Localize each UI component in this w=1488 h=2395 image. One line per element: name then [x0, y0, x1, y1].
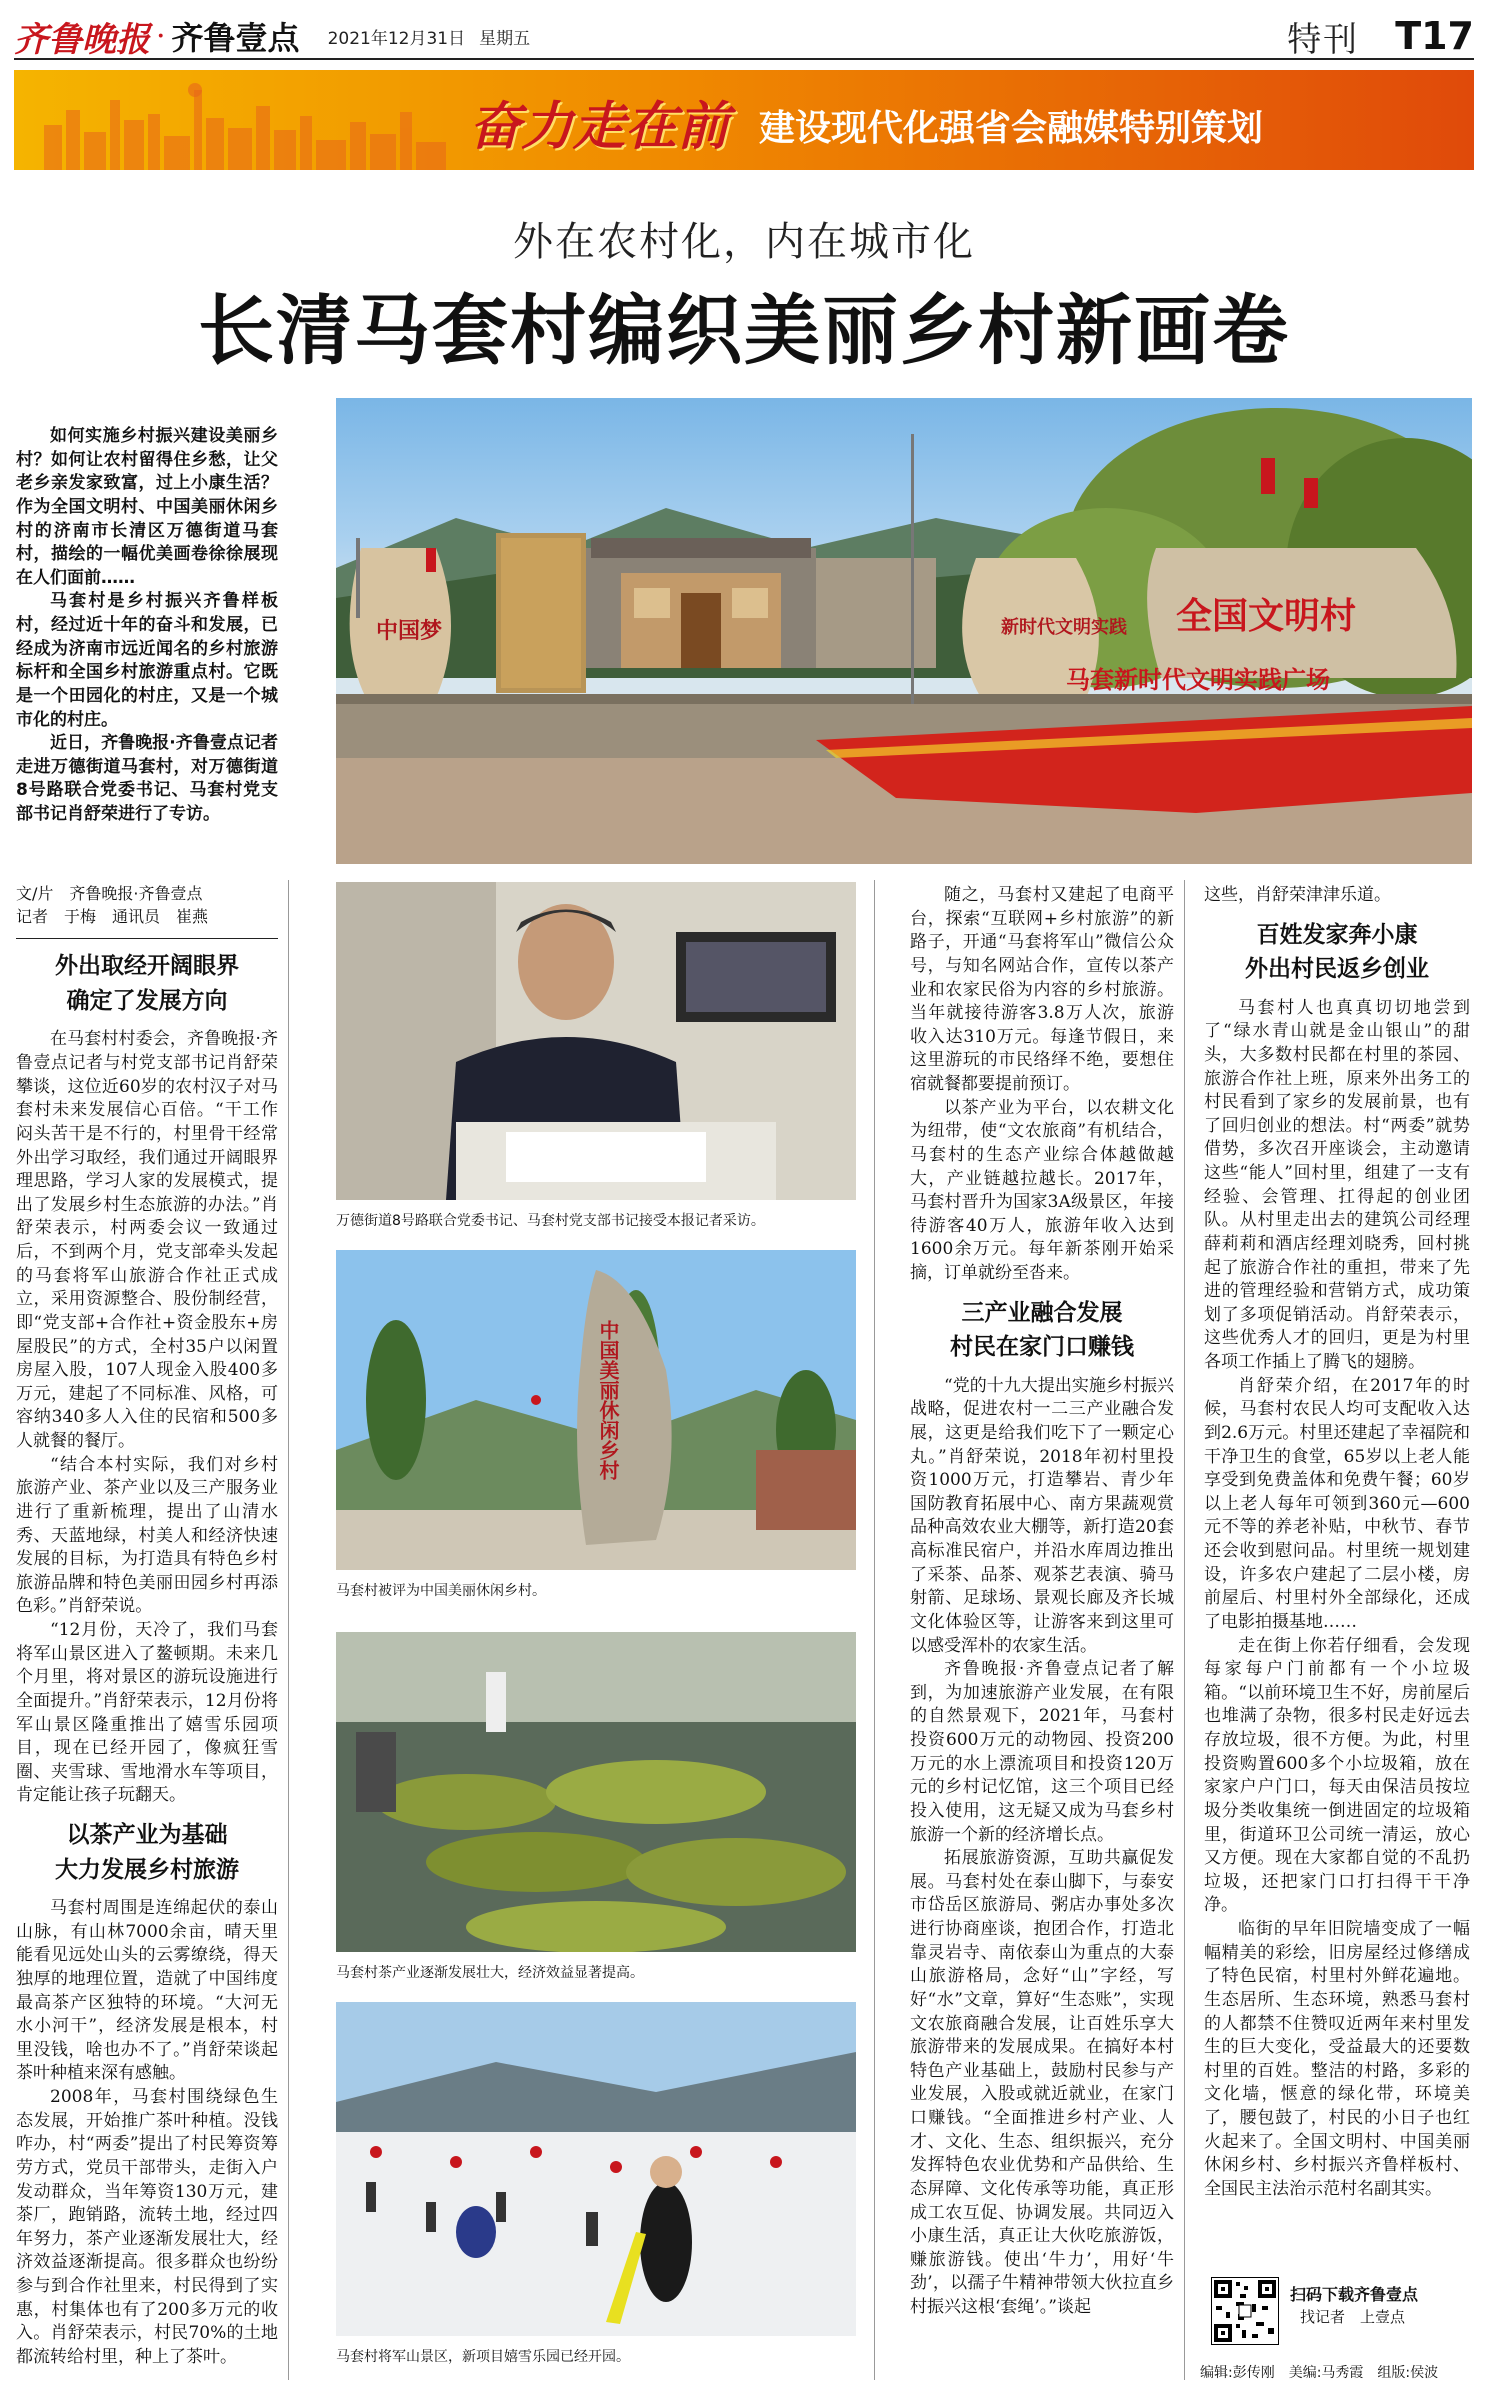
masthead: [14, 14, 1474, 60]
section-heading-3: 三产业融合发展 村民在家门口赚钱: [950, 1299, 1134, 1361]
rock-inscription-mid: 新时代文明实践: [1001, 617, 1127, 638]
banner-slogan: 奋力走在前: [469, 96, 730, 157]
issue-weekday: 星期五: [479, 28, 531, 49]
photo-monument: [336, 1250, 856, 1570]
lead-column: [16, 425, 278, 827]
article-column-4: [1204, 884, 1470, 2202]
byline-reporters: 记者 于梅 通讯员 崔燕: [16, 907, 209, 927]
body-paragraph: 以茶产业为平台，以农耕文化为纽带，使“文农旅商”有机结合，马套村的生态产业综合体越做越大，产业链越拉越长。2017年，马套村晋升为国家3A级景区，年接待游客40万人，旅游年收入达到1600余万元。每年新茶刚开始采摘，订单就纷至沓来。: [910, 1097, 1174, 1283]
section-heading-2: 以茶产业为基础 大力发展乡村旅游: [55, 1822, 239, 1883]
article-kicker: 外在农村化，内在城市化: [513, 219, 975, 265]
rock-inscription-left: 中国梦: [376, 618, 443, 644]
section-heading-4: 百姓发家奔小康 外出村民返乡创业: [1245, 921, 1429, 983]
campaign-banner: [14, 70, 1474, 170]
byline: [16, 882, 278, 928]
photo-interview: [336, 882, 856, 1200]
body-continuation: 这些，肖舒荣津津乐道。: [1204, 885, 1391, 905]
column-rule: [1184, 880, 1185, 2380]
qr-label: 扫码下载齐鲁壹点: [1290, 2285, 1419, 2304]
qr-sublabel: 找记者 上壹点: [1300, 2308, 1406, 2326]
body-paragraph: 肖舒荣介绍，在2017年的时候，马套村农民人均可支配收入达到2.6万元。村里还建起了幸福院和干净卫生的食堂，65岁以上老人能享受到免费盖体和免费午餐；60岁以上老人每年可领到360元—600元不等的养老补贴，中秋节、春节还会收到慰问品。村里统一规划建设，许多农户建起了二层小楼，房前屋后、村里村外全部绿化，还成了电影拍摄基地……: [1204, 1375, 1470, 1632]
lead-paragraph: 如何实施乡村振兴建设美丽乡村？如何让农村留得住乡愁，让父老乡亲发家致富，过上小康生活？作为全国文明村、中国美丽休闲乡村的济南市长清区万德街道马套村，描绘的一幅优美画卷徐徐展现在人们面前……: [16, 426, 278, 588]
body-paragraph: 临街的早年旧院墙变成了一幅幅精美的彩绘，旧房屋经过修缮成了特色民宿，村里村外鲜花遍地。生态居所、生态环境，熟悉马套村的人都禁不住赞叹近两年来村里发生的巨大变化，受益最大的还要数村里的百姓。整洁的村路，多彩的文化墙，惬意的绿化带，环境美了，腰包鼓了，村民的小日子也红火起来了。全国文明村、中国美丽休闲乡村、乡村振兴齐鲁样板村、全国民主法治示范村名副其实。: [1204, 1919, 1470, 2199]
caption-photo-1: 万德街道8号路联合党委书记、马套村党支部书记接受本报记者采访。: [336, 1213, 765, 1229]
body-paragraph: 齐鲁晚报·齐鲁壹点记者了解到，为加速旅游产业发展，在有限的自然景观下，2021年，马套村投资600万元的动物园、投资200万元的水上漂流项目和投资120万元的乡村记忆馆，这三个项目已经投入使用，这无疑又成为马套乡村旅游一个新的经济增长点。: [910, 1659, 1174, 1845]
hero-photo-village-plaza: [336, 398, 1472, 864]
body-paragraph: “党的十九大提出实施乡村振兴战略，促进农村一二三产业融合发展，这更是给我们吃下了一颗定心丸。”肖舒荣说，2018年初村里投资1000万元，打造攀岩、青少年国防教育拓展中心、南方果蔬观赏品种高效农业大棚等，新打造20套高标准民宿户，并沿水库周边推出了采茶、品茶、观茶艺表演、骑马射箭、足球场、景观长廊及齐长城文化体验区等，让游客来到这里可以感受浑朴的农家生活。: [910, 1375, 1174, 1656]
page-number: T17: [1395, 14, 1474, 58]
column-rule: [288, 880, 289, 2380]
body-paragraph: 在马套村村委会，齐鲁晚报·齐鲁壹点记者与村党支部书记肖舒荣攀谈，这位近60岁的农村汉子对马套村未来发展信心百倍。“干工作闷头苦干是不行的，村里骨干经常外出学习取经，我们通过开阔眼界理思路，学习人家的发展模式，提出了发展乡村生态旅游的办法。”肖舒荣表示，村两委会议一致通过后，不到两个月，党支部牵头发起的马套将军山旅游合作社正式成立，采用资源整合、股份制经营，即“党支部+合作社+资金股东+房屋股民”的方式，全村35户以闲置房屋入股，107人现金入股400多万元，建起了不同标准、风格，可容纳340多人入住的民宿和500多人就餐的餐厅。: [16, 1029, 278, 1451]
article-column-3: [910, 884, 1174, 2320]
body-paragraph: 随之，马套村又建起了电商平台，探索“互联网+乡村旅游”的新路子，开通“马套将军山”微信公众号，与知名网站合作，宣传以茶产业和农家民俗为内容的乡村旅游。当年就接待游客3.8万人次，旅游收入达310万元。每逢节假日，来这里游玩的市民络绎不绝，要想住宿就餐都要提前预订。: [910, 885, 1174, 1094]
body-paragraph: 马套村人也真真切切地尝到了“绿水青山就是金山银山”的甜头，大多数村民都在村里的茶园、旅游合作社上班，原来外出务工的村民看到了家乡的发展前景，也有了回归创业的想法。村“两委”就势借势，多次召开座谈会，主动邀请这些“能人”回村里，组建了一支有经验、会管理、扛得起的创业团队。从村里走出去的建筑公司经理薛莉莉和酒店经理刘晓秀，回村挑起了旅游合作社的重担，带来了先进的管理经验和营销方式，成功策划了多项促销活动。肖舒荣表示，这些优秀人才的回归，更是为村里各项工作插上了腾飞的翅膀。: [1204, 997, 1470, 1372]
body-paragraph: “结合本村实际，我们对乡村旅游产业、茶产业以及三产服务业进行了重新梳理，提出了山清水秀、天蓝地绿，村美人和经济快速发展的目标，为打造具有特色乡村旅游品牌和特色美丽田园乡村再添色彩。”肖舒荣说。: [16, 1454, 278, 1617]
article-headline: 长清马套村编织美丽乡村新画卷: [198, 286, 1290, 375]
article-column-1: [16, 882, 278, 2370]
body-paragraph: “12月份，天冷了，我们马套将军山景区进入了鳌顿期。未来几个月里，将对景区的游玩设施进行全面提升。”肖舒荣表示，12月份将军山景区隆重推出了嬉雪乐园项目，现在已经开园了，像疯狂雪圈、夹雪球、雪地滑水车等项目，肯定能让孩子玩翻天。: [16, 1620, 278, 1806]
lead-paragraph: 近日，齐鲁晚报·齐鲁壹点记者走进万德街道马套村，对万德街道8号路联合党委书记、马套村党支部书记肖舒荣进行了专访。: [16, 733, 278, 824]
publication-name: 齐鲁晚报: [14, 19, 150, 60]
page-credits: 编辑:彭传刚 美编:马秀霞 组版:侯波: [1200, 2365, 1439, 2381]
byline-author: 文/片 齐鲁晚报·齐鲁壹点: [16, 884, 203, 903]
publication-name-2: 齐鲁壹点: [171, 19, 300, 57]
section-name: 特刊: [1287, 19, 1360, 60]
issue-date: 2021年12月31日: [327, 28, 466, 49]
monument-inscription: 中国美丽休闲乡村: [596, 1320, 620, 1480]
column-rule: [874, 880, 875, 2380]
photo-snow-park: [336, 2002, 856, 2336]
photo-tea-processing: [336, 1632, 856, 1952]
lead-paragraph: 马套村是乡村振兴齐鲁样板村，经过近十年的奋斗和发展，已经成为济南市远近闻名的乡村旅游标杆和全国乡村旅游重点村。它既是一个田园化的村庄，又是一个城市化的村庄。: [16, 591, 278, 730]
qr-code[interactable]: [1211, 2277, 1279, 2345]
body-paragraph: 2008年，马套村围绕绿色生态发展，开始推广茶叶种植。没钱咋办，村“两委”提出了村民筹资筹劳方式，党员干部带头，走街入户发动群众，当年筹资130万元，建茶厂，跑销路，流转土地，经过四年努力，茶产业逐渐发展壮大，经济效益逐渐提高。很多群众也纷纷参与到合作社里来，村民得到了实惠，村集体也有了200多万元的收入。肖舒荣表示，村民70%的土地都流转给村里，种上了茶叶。: [16, 2087, 278, 2367]
banner-subtitle: 建设现代化强省会融媒特别策划: [759, 108, 1264, 149]
section-heading-1: 外出取经开阔眼界 确定了发展方向: [55, 953, 239, 1014]
separator-dot: ·: [156, 18, 166, 54]
body-paragraph: 马套村周围是连绵起伏的泰山山脉，有山林7000余亩，晴天里能看见远处山头的云雾缭绕，得天独厚的地理位置，造就了中国纬度最高茶产区独特的环境。“大河无水小河干”，经济发展是根本，村里没钱，啥也办不了。”肖舒荣谈起茶叶种植来深有感触。: [16, 1898, 278, 2084]
caption-photo-4: 马套村将军山景区，新项目嬉雪乐园已经开园。: [336, 2349, 630, 2365]
caption-photo-2: 马套村被评为中国美丽休闲乡村。: [336, 1583, 546, 1599]
plaza-inscription: 马套新时代文明实践广场: [1066, 665, 1330, 694]
rock-inscription-right: 全国文明村: [1176, 595, 1357, 637]
body-paragraph: 拓展旅游资源，互助共赢促发展。马套村处在泰山脚下，与泰安市岱岳区旅游局、粥店办事处多次进行协商座谈，抱团合作，打造北靠灵岩寺、南依泰山为重点的大泰山旅游格局，念好“山”字经，写好“水”文章，算好“生态账”，实现文农旅商融合发展，让百姓乐享大旅游带来的发展成果。在搞好本村特色产业基础上，鼓励村民参与产业发展，入股或就近就业，在家门口赚钱。“全面推进乡村产业、人才、文化、生态、组织振兴，充分发挥特色农业优势和产品供给、生态屏障、文化传承等功能，真正形成工农互促、协调发展。共同迈入小康生活，真正让大伙吃旅游饭，赚旅游钱。使出‘牛力’，用好‘牛劲’，以孺子牛精神带领大伙拉直乡村振兴这根‘套绳’。”谈起: [910, 1848, 1174, 2317]
caption-photo-3: 马套村茶产业逐渐发展壮大，经济效益显著提高。: [336, 1965, 644, 1981]
body-paragraph: 走在街上你若仔细看，会发现每家每户门前都有一个小垃圾箱。“以前环境卫生不好，房前屋后也堆满了杂物，很多村民走好远去存放垃圾，很不方便。为此，村里投资购置600多个小垃圾箱，放在家家户户门口，每天由保洁员按垃圾分类收集统一倒进固定的垃圾箱里，街道环卫公司统一清运，放心又方便。现在大家都自觉的不乱扔垃圾，还把家门口打扫得干干净净。: [1204, 1635, 1470, 1916]
